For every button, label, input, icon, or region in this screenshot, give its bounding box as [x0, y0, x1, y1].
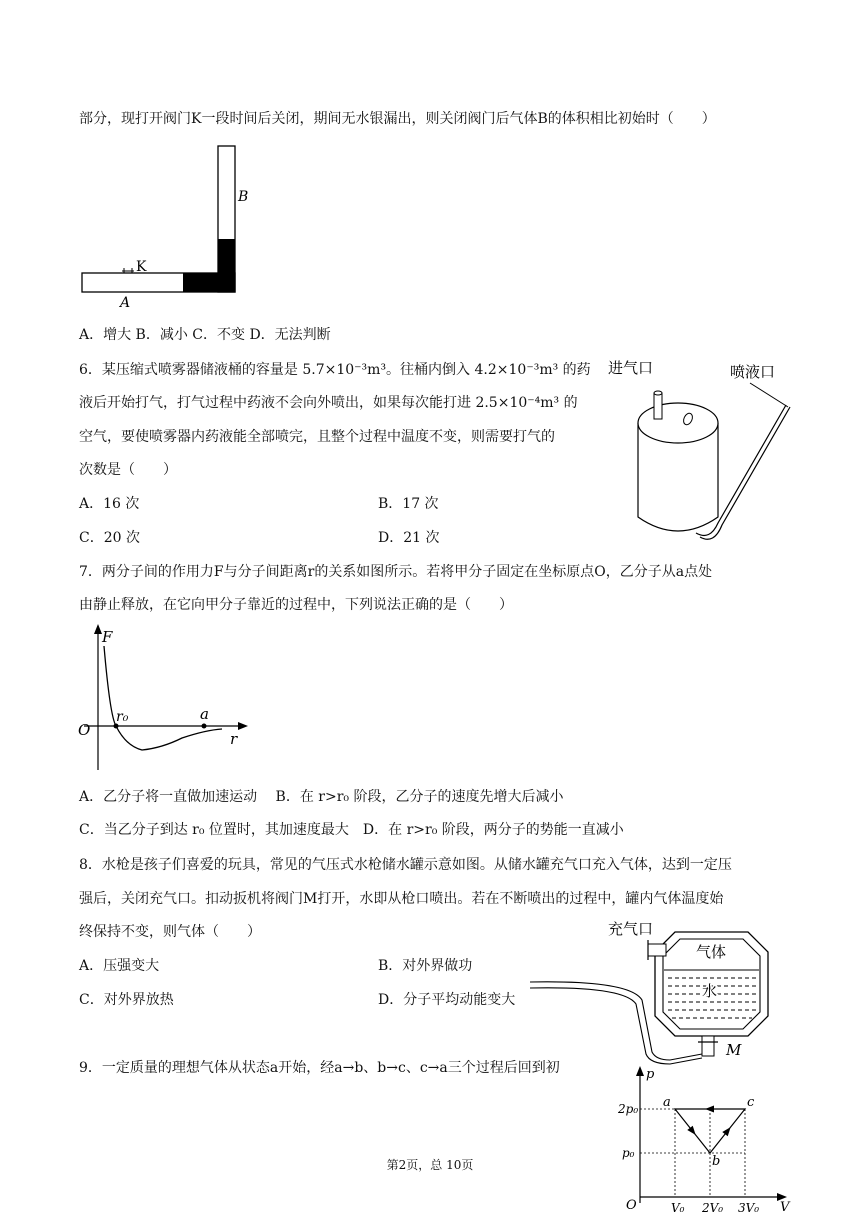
q9-stem: 9．一定质量的理想气体从状态a开始，经a→b、b→c、c→a三个过程后回到初	[79, 1060, 560, 1076]
point-b-label: b	[712, 1154, 721, 1169]
axis-v-label: V	[780, 1200, 790, 1215]
q6-option-c: C．20 次	[79, 530, 140, 546]
q6-line-3: 空气，要使喷雾器内药液能全部喷完，且整个过程中温度不变，则需要打气的	[79, 429, 555, 445]
cycle-direction-arrow	[705, 1106, 714, 1113]
axis-p-label: p	[646, 1067, 655, 1082]
point-c-label: c	[747, 1095, 755, 1110]
pv-diagram	[610, 1063, 800, 1215]
q5-tube-figure	[80, 145, 260, 310]
point-a-label: a	[663, 1095, 671, 1110]
q7-options-row-2: C．当乙分子到达 r₀ 位置时，其加速度最大 D．在 r>r₀ 阶段，两分子的势能一直减小	[79, 822, 624, 838]
q6-option-b: B．17 次	[378, 496, 439, 512]
r0-label: r₀	[116, 709, 129, 725]
valve-k-icon	[122, 268, 134, 273]
valve-m-label: M	[726, 1041, 742, 1059]
nozzle-label: 喷液口	[730, 363, 776, 381]
q8-line-1: 8．水枪是孩子们喜爱的玩具，常见的气压式水枪储水罐示意如图。从储水罐充气口充入气体，达到一定压	[79, 857, 732, 873]
label-k: K	[136, 259, 147, 275]
q8-option-b: B．对外界做功	[378, 958, 473, 974]
page-footer: 第2页，总 10页	[386, 1158, 474, 1172]
q6-line-1: 6．某压缩式喷雾器储液桶的容量是 5.7×10⁻³m³。往桶内倒入 4.2×10⁻³m³ 的药	[79, 362, 591, 378]
q6-option-a: A．16 次	[79, 496, 140, 512]
valve-m-icon	[698, 1036, 718, 1056]
q7-options-row-1: A．乙分子将一直做加速运动 B．在 r>r₀ 阶段，乙分子的速度先增大后减小	[79, 789, 564, 805]
q5-options: A．增大 B．减小 C．不变 D．无法判断	[79, 327, 331, 343]
q6-line-2: 液后开始打气，打气过程中药液不会向外喷出，如果每次能打进 2.5×10⁻⁴m³ 的	[79, 395, 578, 411]
point-a-label: a	[200, 705, 209, 723]
q6-option-d: D．21 次	[378, 530, 440, 546]
q5-stem: 部分，现打开阀门K一段时间后关闭，期间无水银漏出，则关闭阀门后气体B的体积相比初始时（ ）	[79, 111, 716, 127]
q8-option-d: D．分子平均动能变大	[378, 992, 516, 1008]
q7-line-2: 由静止释放，在它向甲分子靠近的过程中，下列说法正确的是（ ）	[79, 597, 513, 613]
x-tick-3v0: 3V₀	[738, 1201, 760, 1215]
axis-r-label: r	[230, 730, 238, 748]
q6-line-4: 次数是（ ）	[79, 462, 177, 478]
q7-line-1: 7．两分子间的作用力F与分子间距离r的关系如图所示。若将甲分子固定在坐标原点O，乙分子从a点处	[79, 564, 713, 580]
y-tick-2p0: 2p₀	[618, 1102, 639, 1116]
label-b: B	[238, 189, 249, 205]
q8-option-c: C．对外界放热	[79, 992, 174, 1008]
x-tick-v0: V₀	[671, 1201, 685, 1215]
axis-f-label: F	[102, 628, 113, 646]
origin-label: O	[626, 1198, 637, 1213]
label-a: A	[120, 295, 131, 311]
q8-line-2: 强后，关闭充气口。扣动扳机将阀门M打开，水即从枪口喷出。若在不断喷出的过程中，罐内气体温度始	[79, 891, 724, 907]
tank-inlet-label: 充气口	[608, 920, 654, 938]
y-tick-p0: p₀	[622, 1146, 635, 1160]
force-distance-graph	[70, 620, 260, 780]
water-label: 水	[702, 982, 718, 1000]
x-tick-2v0: 2V₀	[702, 1201, 724, 1215]
origin-label: O	[78, 721, 91, 739]
water-gun-tank-figure	[530, 912, 790, 1064]
sprayer-figure	[600, 355, 800, 555]
q8-line-3: 终保持不变，则气体（ ）	[79, 924, 261, 940]
gas-label: 气体	[696, 943, 727, 961]
q8-option-a: A．压强变大	[79, 958, 160, 974]
inlet-label: 进气口	[608, 359, 654, 377]
